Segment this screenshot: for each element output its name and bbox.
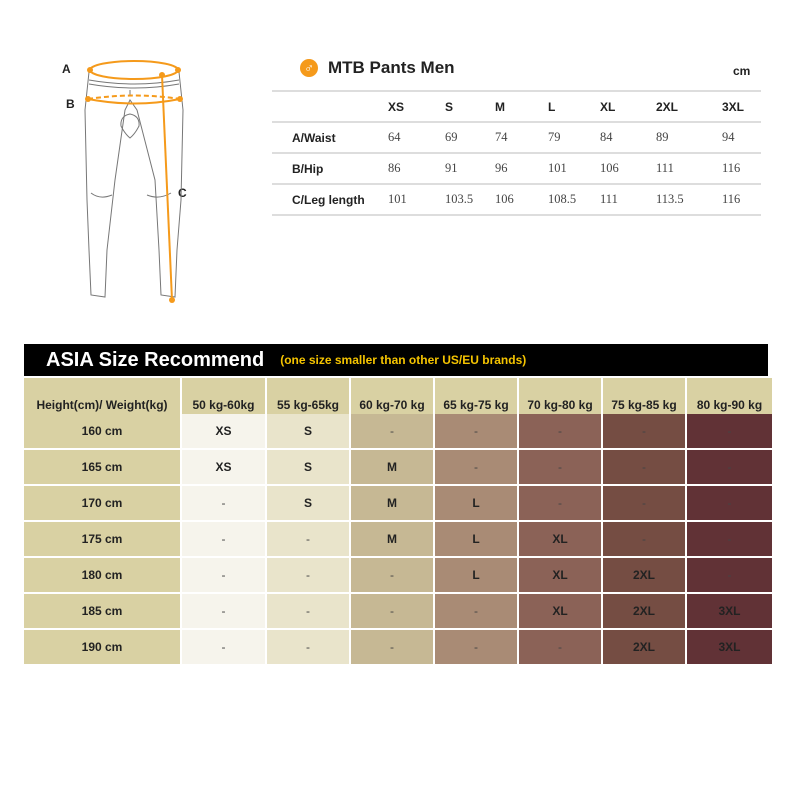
table-cell: B/Hip bbox=[292, 161, 324, 176]
table-cell: 103.5 bbox=[445, 192, 474, 206]
size-cell: 3XL bbox=[687, 630, 772, 664]
size-cell: - bbox=[519, 630, 601, 664]
header-cell: 55 kg-65kg bbox=[267, 378, 349, 432]
label-a: A bbox=[62, 62, 71, 76]
size-table bbox=[272, 90, 761, 216]
header-cell: 2XL bbox=[656, 99, 679, 114]
size-cell: - bbox=[182, 630, 265, 664]
male-symbol-icon: ♂ bbox=[300, 59, 318, 77]
size-cell: 3XL bbox=[687, 594, 772, 628]
chart-title bbox=[300, 58, 455, 78]
table-row bbox=[272, 123, 761, 154]
recommend-table bbox=[24, 378, 768, 664]
size-cell: S bbox=[267, 450, 349, 484]
size-cell: 2XL bbox=[603, 558, 685, 592]
size-cell: - bbox=[519, 414, 601, 448]
size-cell: - bbox=[519, 486, 601, 520]
table-cell: 69 bbox=[445, 130, 458, 144]
size-cell: - bbox=[519, 450, 601, 484]
size-cell: L bbox=[435, 522, 517, 556]
size-cell: - bbox=[603, 414, 685, 448]
size-cell: - bbox=[182, 522, 265, 556]
label-b: B bbox=[66, 97, 75, 111]
size-cell: 2XL bbox=[603, 630, 685, 664]
table-cell: 116 bbox=[722, 192, 741, 206]
table-cell: 91 bbox=[445, 161, 458, 175]
size-cell: XL bbox=[519, 522, 601, 556]
size-cell: XS bbox=[182, 450, 265, 484]
size-cell: - bbox=[603, 486, 685, 520]
header-cell: XL bbox=[600, 99, 616, 114]
size-cell: - bbox=[435, 414, 517, 448]
size-cell: - bbox=[687, 450, 772, 484]
size-cell: - bbox=[267, 594, 349, 628]
size-cell: - bbox=[182, 558, 265, 592]
table-cell: 74 bbox=[495, 130, 508, 144]
size-cell: - bbox=[351, 630, 433, 664]
header-cell: S bbox=[445, 99, 454, 114]
table-cell: 108.5 bbox=[548, 192, 577, 206]
label-c: C bbox=[178, 186, 187, 200]
size-cell: - bbox=[267, 558, 349, 592]
table-row bbox=[272, 185, 761, 216]
header-cell: 60 kg-70 kg bbox=[351, 378, 433, 432]
size-cell: XL bbox=[519, 594, 601, 628]
header-cell: 75 kg-85 kg bbox=[603, 378, 685, 432]
height-cell: 160 cm bbox=[24, 414, 180, 448]
size-cell: - bbox=[267, 522, 349, 556]
table-cell: 101 bbox=[548, 161, 567, 175]
size-cell: S bbox=[267, 486, 349, 520]
table-cell: A/Waist bbox=[292, 130, 336, 145]
size-cell: - bbox=[603, 450, 685, 484]
header-cell: 80 kg-90 kg bbox=[687, 378, 772, 432]
table-cell: 106 bbox=[600, 161, 619, 175]
recommend-subtitle: (one size smaller than other US/EU brands) bbox=[280, 353, 527, 367]
table-cell: 113.5 bbox=[656, 192, 684, 206]
table-cell: 111 bbox=[656, 161, 674, 175]
header-cell: Height(cm)/ Weight(kg) bbox=[24, 378, 180, 432]
size-cell: XS bbox=[182, 414, 265, 448]
size-cell: M bbox=[351, 486, 433, 520]
size-cell: L bbox=[435, 558, 517, 592]
size-cell: XL bbox=[519, 558, 601, 592]
title-text: MTB Pants Men bbox=[328, 58, 455, 77]
size-cell: - bbox=[687, 486, 772, 520]
recommend-title: ASIA Size Recommend bbox=[46, 348, 265, 371]
size-cell: - bbox=[351, 558, 433, 592]
height-cell: 170 cm bbox=[24, 486, 180, 520]
header-cell: 65 kg-75 kg bbox=[435, 378, 517, 432]
pants-diagram bbox=[55, 50, 195, 310]
table-cell: 111 bbox=[600, 192, 618, 206]
header-cell: 50 kg-60kg bbox=[182, 378, 265, 432]
table-row bbox=[272, 154, 761, 185]
table-cell: 94 bbox=[722, 130, 735, 144]
height-cell: 165 cm bbox=[24, 450, 180, 484]
size-cell: - bbox=[351, 594, 433, 628]
height-cell: 190 cm bbox=[24, 630, 180, 664]
size-cell: - bbox=[435, 630, 517, 664]
table-cell: 96 bbox=[495, 161, 508, 175]
size-cell: - bbox=[182, 486, 265, 520]
size-cell: - bbox=[435, 594, 517, 628]
header-cell: 3XL bbox=[722, 99, 745, 114]
table-cell: 84 bbox=[600, 130, 613, 144]
size-cell: S bbox=[267, 414, 349, 448]
size-cell: - bbox=[687, 558, 772, 592]
table-cell: 106 bbox=[495, 192, 514, 206]
table-cell: 79 bbox=[548, 130, 561, 144]
table-cell: 116 bbox=[722, 161, 741, 175]
size-cell: M bbox=[351, 450, 433, 484]
size-table-header bbox=[272, 92, 761, 123]
size-cell: - bbox=[687, 414, 772, 448]
size-cell: - bbox=[351, 414, 433, 448]
size-cell: 2XL bbox=[603, 594, 685, 628]
size-cell: L bbox=[435, 486, 517, 520]
unit-label: cm bbox=[733, 64, 751, 78]
recommend-banner bbox=[24, 344, 768, 376]
table-cell: C/Leg length bbox=[292, 192, 365, 207]
header-cell: XS bbox=[388, 99, 405, 114]
table-cell: 64 bbox=[388, 130, 401, 144]
height-cell: 180 cm bbox=[24, 558, 180, 592]
table-cell: 86 bbox=[388, 161, 401, 175]
size-cell: - bbox=[435, 450, 517, 484]
header-cell: L bbox=[548, 99, 556, 114]
header-cell: 70 kg-80 kg bbox=[519, 378, 601, 432]
header-cell: M bbox=[495, 99, 505, 114]
size-cell: - bbox=[603, 522, 685, 556]
height-cell: 185 cm bbox=[24, 594, 180, 628]
table-cell: 89 bbox=[656, 130, 669, 144]
size-cell: - bbox=[267, 630, 349, 664]
size-cell: - bbox=[182, 594, 265, 628]
height-cell: 175 cm bbox=[24, 522, 180, 556]
size-cell: - bbox=[687, 522, 772, 556]
table-cell: 101 bbox=[388, 192, 407, 206]
size-cell: M bbox=[351, 522, 433, 556]
